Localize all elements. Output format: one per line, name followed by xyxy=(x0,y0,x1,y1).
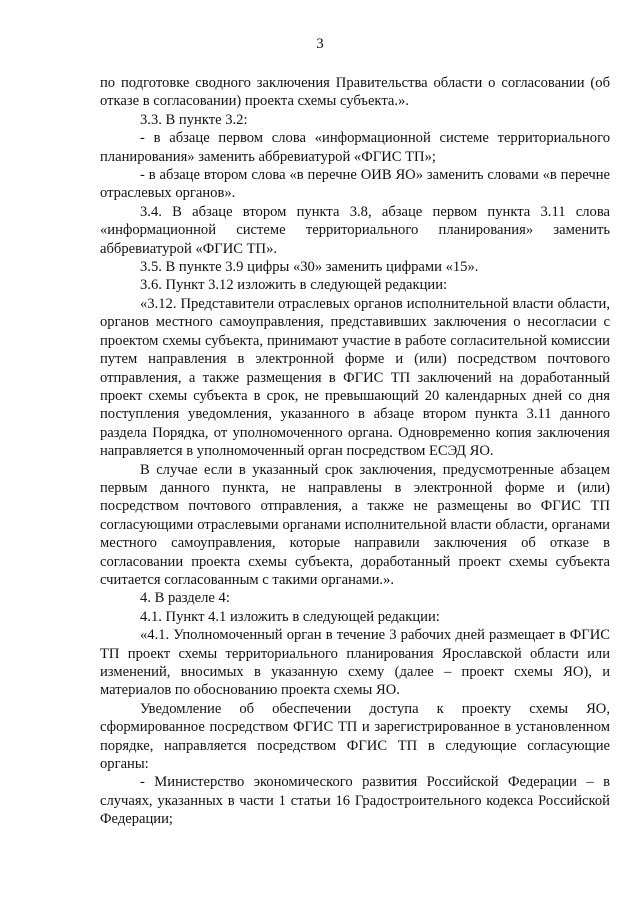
paragraph-3-12-second: В случае если в указанный срок заключения, предусмотренные абзацем первым данного пункта, не направлены в электронной форме и (или) посредством почтового отправления, а также не размещены во ФГИС ТП согласующими отраслевыми органами исполнительной власти области, органами местного самоуправления, которые направили заключения об отказе в согласовании проекта схемы субъекта, доработанный проект схемы субъекта считается согласованным с такими органами.». xyxy=(100,461,610,588)
page-number: 3 xyxy=(316,36,324,52)
paragraph-notification: Уведомление об обеспечении доступа к проекту схемы ЯО, сформированное посредством ФГИС ТП и зарегистрированное в установленном порядке, направляется посредством ФГИС ТП в следующие согласующие органы: xyxy=(100,700,610,773)
paragraph-3-3-first: - в абзаце первом слова «информационной системе территориального планирования» заменить аббревиатурой «ФГИС ТП»; xyxy=(100,130,610,165)
paragraph-ministry: - Министерство экономического развития Российской Федерации – в случаях, указанных в части 1 статьи 16 Градостроительного кодекса Российской Федерации; xyxy=(100,774,610,828)
paragraph-3-4: 3.4. В абзаце втором пункта 3.8, абзаце первом пункта 3.11 слова «информационной системе территориального планирования» заменить аббревиатурой «ФГИС ТП». xyxy=(100,203,610,257)
paragraph-4-1-text: «4.1. Уполномоченный орган в течение 3 рабочих дней размещает в ФГИС ТП проект схемы территориального планирования Ярославской области или изменений, вносимых в указанную схему (далее – проект схемы ЯО), и материалов по обоснованию проекта схемы ЯО. xyxy=(100,627,610,699)
paragraph-4-1: 4.1. Пункт 4.1 изложить в следующей редакции: xyxy=(140,608,440,625)
paragraph-3-3: 3.3. В пункте 3.2: xyxy=(140,111,248,128)
paragraph-3-6: 3.6. Пункт 3.12 изложить в следующей редакции: xyxy=(140,277,448,294)
paragraph-3-5: 3.5. В пункте 3.9 цифры «30» заменить цифрами «15». xyxy=(140,259,479,276)
document-body xyxy=(100,74,610,829)
paragraph-4: 4. В разделе 4: xyxy=(140,590,230,607)
paragraph-3-3-second: - в абзаце втором слова «в перечне ОИВ ЯО» заменить словами «в перечне отраслевых органов». xyxy=(100,167,610,202)
paragraph-continuation: по подготовке сводного заключения Правительства области о согласовании (об отказе в согласовании) проекта схемы субъекта.». xyxy=(100,75,610,110)
paragraph-3-12-text: «3.12. Представители отраслевых органов исполнительной власти области, органов местного самоуправления, представивших заключения о несогласии с проектом схемы субъекта, принимают участие в работе согласительной комиссии путем направления в электронной форме и (или) посредством почтового отправления, а также размещения в ФГИС ТП заключений на доработанный проект схемы субъекта в срок, не превышающий 20 календарных дней со дня поступления уведомления, указанного в абзаце втором пункта 3.11 данного раздела Порядка, от уполномоченного органа. Одновременно копия заключения направляется в уполномоченный орган посредством ЕСЭД ЯО. xyxy=(100,295,610,460)
